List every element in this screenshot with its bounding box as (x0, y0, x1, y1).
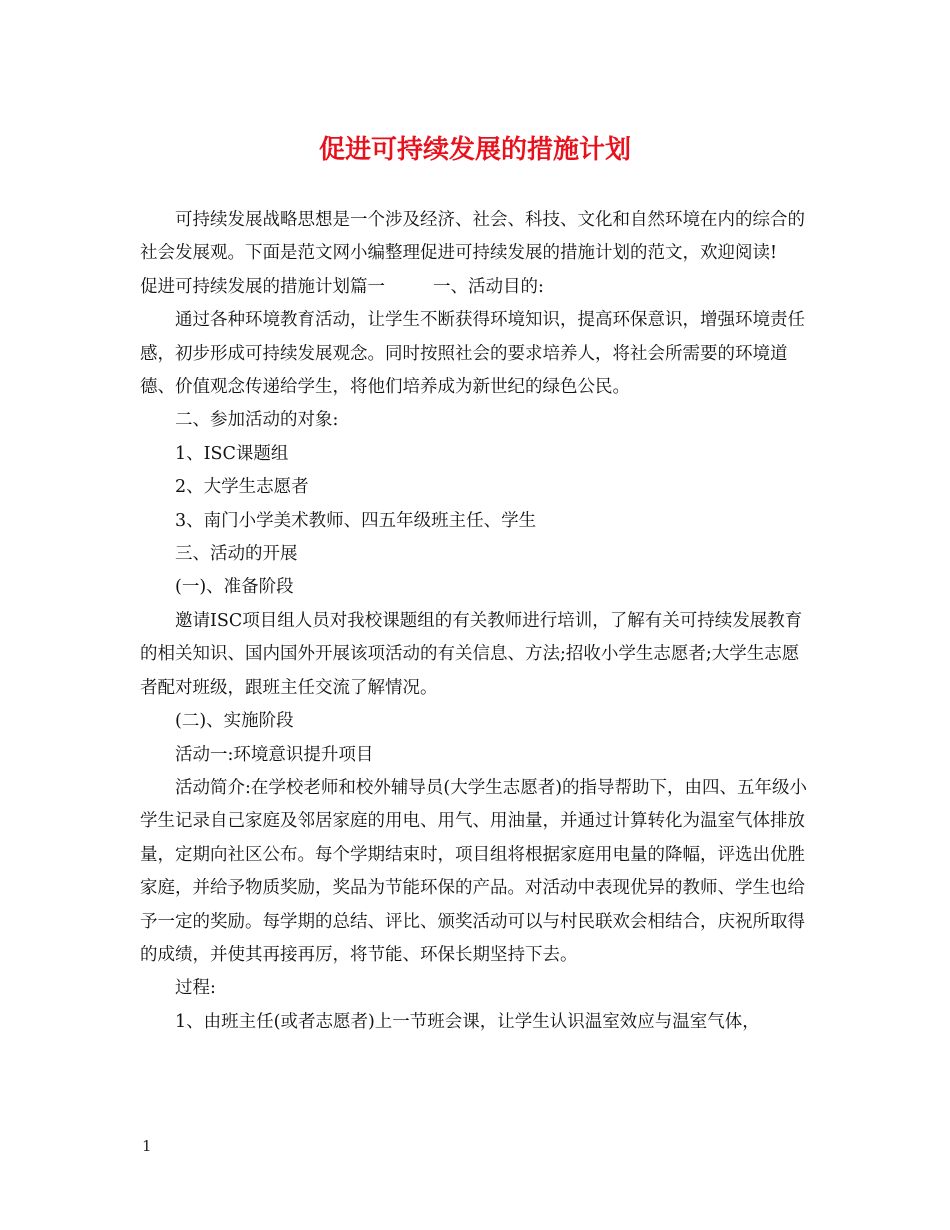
participants-heading: 二、参加活动的对象: (175, 410, 339, 431)
prep-paragraph: 邀请ISC项目组人员对我校课题组的有关教师进行培训，了解有关可持续发展教育的相关知识、国内国外开展该项活动的有关信息、方法;招收小学生志愿者;大学生志愿者配对班级，跟班主任交流了解情况。 (140, 610, 803, 698)
goal-heading: 一、活动目的: (433, 276, 544, 297)
section-heading: 促进可持续发展的措施计划篇一 (140, 276, 385, 297)
activity1-paragraph: 活动简介:在学校老师和校外辅导员(大学生志愿者)的指导帮助下，由四、五年级小学生记录自己家庭及邻居家庭的用电、用气、用油量，并通过计算转化为温室气体排放量，定期向社区公布。每个学期结束时，项目组将根据家庭用电量的降幅，评选出优胜家庭，并给予物质奖励，奖品为节能环保的产品。对活动中表现优异的教师、学生也给予一定的奖励。每学期的总结、评比、颁奖活动可以与村民联欢会相结合，庆祝所取得的成绩，并使其再接再厉，将节能、环保长期坚持下去。 (140, 777, 808, 965)
page-number: 1 (142, 1137, 152, 1155)
prep-heading: (一)、准备阶段 (175, 577, 294, 598)
process-heading: 过程: (175, 978, 216, 999)
process-step: 1、由班主任(或者志愿者)上一节班会课，让学生认识温室效应与温室气体， (175, 1011, 760, 1032)
participant-item: 2、大学生志愿者 (175, 477, 309, 498)
participant-item: 1、ISC课题组 (175, 443, 289, 464)
goal-paragraph: 通过各种环境教育活动，让学生不断获得环境知识，提高环保意识，增强环境责任感，初步形成可持续发展观念。同时按照社会的要求培养人，将社会所需要的环境道德、价值观念传递给学生，将他们培养成为新世纪的绿色公民。 (140, 310, 805, 398)
participant-item: 3、南门小学美术教师、四五年级班主任、学生 (175, 510, 537, 531)
section-heading-line (140, 271, 812, 304)
activity-heading: 三、活动的开展 (175, 544, 298, 565)
impl-heading: (二)、实施阶段 (175, 711, 294, 732)
document-body (140, 204, 812, 1039)
intro-paragraph: 可持续发展战略思想是一个涉及经济、社会、科技、文化和自然环境在内的综合的社会发展观。下面是范文网小编整理促进可持续发展的措施计划的范文，欢迎阅读! (140, 210, 805, 264)
activity1-heading: 活动一:环境意识提升项目 (175, 744, 374, 765)
page-title: 促进可持续发展的措施计划 (318, 135, 631, 165)
